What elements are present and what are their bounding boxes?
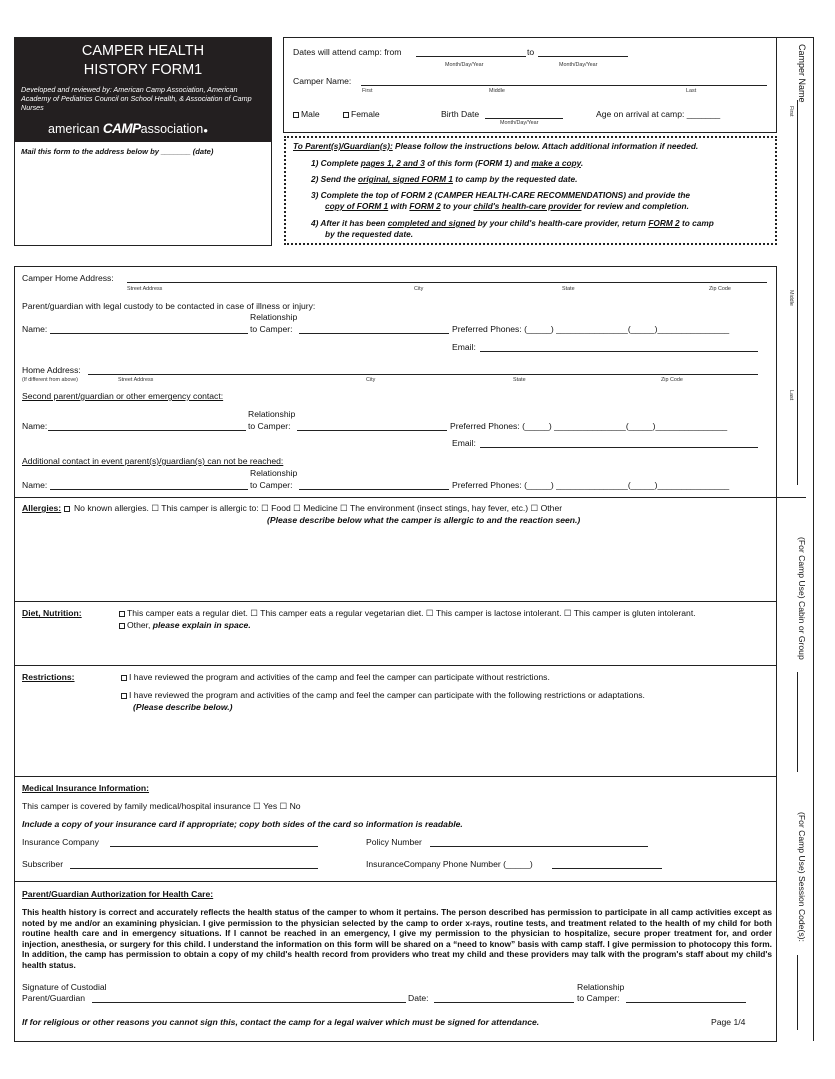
home-address-field[interactable] xyxy=(127,282,767,283)
female-label: Female xyxy=(351,109,380,119)
step3-f: child's health-care provider xyxy=(473,201,582,211)
insurance-company-field[interactable] xyxy=(110,846,318,847)
camper-last-hint: Last xyxy=(686,88,697,94)
age-on-arrival[interactable]: Age on arrival at camp: _______ xyxy=(596,109,721,119)
name-label-1: Name: xyxy=(22,324,48,334)
birth-date-field[interactable] xyxy=(485,118,563,119)
if-different-hint: (If different from above) xyxy=(22,377,78,383)
male-label: Male xyxy=(301,109,320,119)
subscriber-label: Subscriber xyxy=(22,859,64,869)
female-option[interactable] xyxy=(343,109,380,119)
date-to-field[interactable] xyxy=(538,56,628,57)
home-address-label: Camper Home Address: xyxy=(22,273,114,283)
step1-e: . xyxy=(580,158,584,168)
preferred-phones-3[interactable]: Preferred Phones: (_____) _______________(_____)_______________ xyxy=(452,480,730,490)
authorization-label: Parent/Guardian Authorization for Health Care: xyxy=(22,889,214,899)
logo-word-camp: CAMP xyxy=(102,121,141,136)
step4-d: FORM 2 xyxy=(648,218,680,228)
male-checkbox[interactable] xyxy=(293,112,299,118)
home-address-2-field[interactable] xyxy=(88,374,758,375)
diet-label: Diet, Nutrition: xyxy=(22,608,82,618)
signature-relationship-field[interactable] xyxy=(626,1002,746,1003)
step2-a: 2) Send the xyxy=(311,174,359,184)
aca-logo xyxy=(48,121,208,136)
instruction-step-2 xyxy=(311,174,577,184)
insurance-covered[interactable]: This camper is covered by family medical/hospital insurance ☐ Yes ☐ No xyxy=(22,801,301,811)
religious-waiver-note: If for religious or other reasons you cannot sign this, contact the camp for a legal waiver which must be signed for attendance. xyxy=(22,1017,540,1027)
relationship-label-3: Relationship xyxy=(250,468,298,478)
signature-label-2: Parent/Guardian xyxy=(22,993,86,1003)
step3-b: copy of FORM 1 xyxy=(325,201,389,211)
date-to-hint: Month/Day/Year xyxy=(559,62,598,68)
camper-name-label: Camper Name: xyxy=(293,76,352,86)
camper-name-field[interactable] xyxy=(361,85,767,86)
step4-e: to camp xyxy=(679,218,714,228)
instructions-lead xyxy=(293,141,698,151)
step1-a: 1) Complete xyxy=(311,158,361,168)
restrictions-note: (Please describe below.) xyxy=(133,702,233,712)
instruction-step-4-cont: by the requested date. xyxy=(325,229,414,239)
regular-diet-checkbox[interactable] xyxy=(119,611,125,617)
custody-label: Parent/guardian with legal custody to be contacted in case of illness or injury: xyxy=(22,301,316,311)
cabin-group-field[interactable] xyxy=(797,672,798,772)
home2-city-hint: City xyxy=(366,377,376,383)
signature-field[interactable] xyxy=(92,1002,406,1003)
to-camper-label-2: to Camper: xyxy=(248,421,291,431)
insurance-phone-label: InsuranceCompany Phone Number (_____) xyxy=(366,859,533,869)
diet-other-label: Other, xyxy=(127,620,153,630)
instruction-step-3-cont xyxy=(325,201,689,211)
diet-options[interactable] xyxy=(119,608,696,619)
preferred-phones-1[interactable]: Preferred Phones: (_____) _______________(_____)_______________ xyxy=(452,324,730,334)
authorization-body: This health history is correct and accurately reflects the health status of the camper to whom it pertains. The person described has permission to participate in all camp activities except as noted by me and/or an examining physician. I give permission to the physician selected by the camp to order x-rays, routine tests, and treatment related to the health of my child for both routine health care and in emergency situations. If I cannot be reached in an emergency, I give my permission to the physician to hospitalize, secure proper treatment for, and order injection, anesthesia, or surgery for this child. I understand the information on this form will be shared on a “need to know” basis with camp staff. I give permission to photocopy this form. In addition, the camp has permission to obtain a copy of my child's health record from providers who treat my child and these providers may talk with the program's staff about my child's health status. xyxy=(22,907,772,970)
home-street-hint: Street Address xyxy=(127,286,163,292)
camper-middle-hint: Middle xyxy=(489,88,505,94)
instructions-to-parents: To Parent(s)/Guardian(s): xyxy=(293,141,393,151)
date-from-field[interactable] xyxy=(416,56,526,57)
home-address-2-label: Home Address: xyxy=(22,365,81,375)
restriction-option-1[interactable] xyxy=(121,672,550,682)
step4-a: 4) After it has been xyxy=(311,218,388,228)
name-label-3: Name: xyxy=(22,480,48,490)
relationship-field-2[interactable] xyxy=(297,430,447,431)
session-code-field[interactable] xyxy=(797,955,798,1030)
logo-word-american: american xyxy=(48,122,100,136)
dates-to: to xyxy=(527,47,535,57)
email-label-1: Email: xyxy=(452,342,476,352)
email-field-1[interactable] xyxy=(480,351,758,352)
diet-other-note: please explain in space. xyxy=(152,620,251,630)
allergies-top-rule xyxy=(14,497,806,498)
name-field-2[interactable] xyxy=(48,430,246,431)
insurance-phone-field[interactable] xyxy=(552,868,662,869)
subscriber-field[interactable] xyxy=(70,868,318,869)
with-restrictions-checkbox[interactable] xyxy=(121,693,127,699)
to-camper-label-3: to Camper: xyxy=(250,480,293,490)
no-allergies-checkbox[interactable] xyxy=(64,506,70,512)
email-label-2: Email: xyxy=(452,438,476,448)
restriction-option-1-text: I have reviewed the program and activities of the camp and feel the camper can participate without restrictions. xyxy=(129,672,550,682)
name-field-1[interactable] xyxy=(50,333,248,334)
relationship-field-1[interactable] xyxy=(299,333,449,334)
step3-g: for review and completion. xyxy=(581,201,689,211)
insurance-top-rule xyxy=(14,776,777,777)
sidebar-right-rule xyxy=(813,37,814,1041)
instruction-step-3 xyxy=(311,190,690,200)
restriction-option-2-text: I have reviewed the program and activities of the camp and feel the camper can participate with the following restrictions or adaptations. xyxy=(129,690,645,700)
home2-street-hint: Street Address xyxy=(118,377,154,383)
home-city-hint: City xyxy=(414,286,424,292)
home2-zip-hint: Zip Code xyxy=(661,377,683,383)
email-field-2[interactable] xyxy=(480,447,758,448)
allergies-note: (Please describe below what the camper is allergic to and the reaction seen.) xyxy=(267,515,581,525)
instruction-step-1 xyxy=(311,158,583,168)
relationship-field-3[interactable] xyxy=(299,489,449,490)
allergies-row xyxy=(22,503,562,514)
step1-c: of this form (FORM 1) and xyxy=(424,158,532,168)
policy-number-field[interactable] xyxy=(430,846,648,847)
name-field-3[interactable] xyxy=(50,489,248,490)
instructions-lead-rest: Please follow the instructions below. Attach additional information if needed. xyxy=(392,141,699,151)
no-restrictions-checkbox[interactable] xyxy=(121,675,127,681)
sidebar-camper-name: Camper Name xyxy=(797,44,807,103)
signature-date-label: Date: xyxy=(408,993,429,1003)
birth-date-hint: Month/Day/Year xyxy=(500,120,539,126)
preferred-phones-2[interactable]: Preferred Phones: (_____) _______________(_____)_______________ xyxy=(450,421,728,431)
diet-other-checkbox[interactable] xyxy=(119,623,125,629)
sidebar-top-rule xyxy=(777,37,814,38)
home-state-hint: State xyxy=(562,286,575,292)
birth-date-label: Birth Date xyxy=(441,109,480,119)
signature-label-1: Signature of Custodial xyxy=(22,982,107,992)
diet-options-text[interactable]: This camper eats a regular diet. ☐ This camper eats a regular vegetarian diet. ☐ This camper is lactose intolerant. ☐ This camper is gluten intolerant. xyxy=(127,608,696,618)
restrictions-label: Restrictions: xyxy=(22,672,75,682)
sidebar-name-line[interactable] xyxy=(797,100,798,485)
camper-first-hint: First xyxy=(362,88,373,94)
to-camper-label-1: to Camper: xyxy=(250,324,293,334)
instruction-step-4 xyxy=(311,218,714,228)
form-title-line1: CAMPER HEALTH xyxy=(81,43,205,59)
restriction-option-2[interactable] xyxy=(121,690,645,700)
step4-b: completed and signed xyxy=(387,218,476,228)
signature-date-field[interactable] xyxy=(434,1002,574,1003)
dates-label: Dates will attend camp: from xyxy=(293,47,402,57)
signature-relationship-label: Relationship xyxy=(577,982,625,992)
home2-state-hint: State xyxy=(513,377,526,383)
date-from-hint: Month/Day/Year xyxy=(445,62,484,68)
page-number: Page 1/4 xyxy=(711,1017,746,1027)
home-zip-hint: Zip Code xyxy=(709,286,731,292)
step1-d: make a copy xyxy=(531,158,581,168)
policy-number-label: Policy Number xyxy=(366,837,422,847)
step2-b: original, signed FORM 1 xyxy=(358,174,453,184)
step4-c: by your child's health-care provider, return xyxy=(475,218,649,228)
form-title-line2: HISTORY FORM1 xyxy=(83,62,203,78)
step2-c: to camp by the requested date. xyxy=(453,174,578,184)
allergies-options[interactable]: No known allergies. ☐ This camper is allergic to: ☐ Food ☐ Medicine ☐ The environment (insect stings, hay fever, etc.) ☐ Other xyxy=(71,503,563,513)
step3-d: FORM 2 xyxy=(409,201,441,211)
step1-b: pages 1, 2 and 3 xyxy=(360,158,425,168)
sidebar-middle-hint: Middle xyxy=(788,290,794,306)
relationship-label-2: Relationship xyxy=(248,409,296,419)
authorization-top-rule xyxy=(14,881,777,882)
additional-contact-label: Additional contact in event parent(s)/guardian(s) can not be reached: xyxy=(22,456,284,466)
relationship-label-1: Relationship xyxy=(250,312,298,322)
mail-note: Mail this form to the address below by _______ (date) xyxy=(21,147,214,156)
restrictions-top-rule xyxy=(14,665,777,666)
developed-by-text: Developed and reviewed by: American Camp Association, American Academy of Pediatrics Council on School Health, & Association of Camp Nurses xyxy=(21,85,252,112)
insurance-company-label: Insurance Company xyxy=(22,837,99,847)
logo-bullet-icon: ● xyxy=(203,126,209,135)
step3-a: 3) Complete the top of FORM 2 (CAMPER HEALTH-CARE RECOMMENDATIONS) and provide the xyxy=(311,190,691,200)
sidebar-first-hint: First xyxy=(788,106,794,117)
sidebar-session-code: (For Camp Use) Session Code(s): xyxy=(797,812,807,942)
male-option[interactable] xyxy=(293,109,320,119)
sidebar-cabin-group: (For Camp Use) Cabin or Group xyxy=(797,537,807,660)
name-label-2: Name: xyxy=(22,421,48,431)
sidebar-last-hint: Last xyxy=(788,390,794,401)
signature-to-camper-label: to Camper: xyxy=(577,993,620,1003)
diet-top-rule xyxy=(14,601,777,602)
second-parent-label: Second parent/guardian or other emergency contact: xyxy=(22,391,224,401)
logo-word-association: association xyxy=(140,122,204,136)
insurance-label: Medical Insurance Information: xyxy=(22,783,150,793)
step3-c: with xyxy=(388,201,410,211)
insurance-include-note: Include a copy of your insurance card if appropriate; copy both sides of the card so information is readable. xyxy=(22,819,463,829)
step3-e: to your xyxy=(440,201,474,211)
allergies-label: Allergies: xyxy=(22,503,62,513)
diet-other[interactable] xyxy=(119,620,251,630)
female-checkbox[interactable] xyxy=(343,112,349,118)
